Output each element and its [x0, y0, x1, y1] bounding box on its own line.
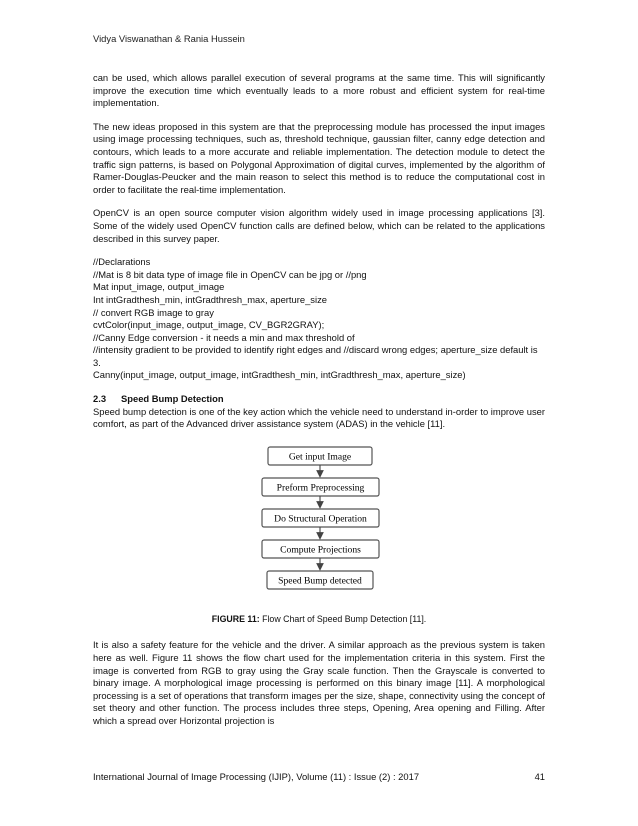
code-line: //Canny Edge conversion - it needs a min and max threshold of	[93, 331, 355, 343]
flowchart-diagram	[93, 443, 545, 603]
code-line: // convert RGB image to gray	[93, 306, 214, 318]
page-footer	[93, 771, 545, 782]
section-number: 2.3	[93, 393, 107, 405]
code-line: //Declarations	[93, 256, 151, 268]
paragraph: OpenCV is an open source computer vision algorithm widely used in image processing applications [3]. Some of the widely used OpenCV function calls are defined below, which can be related to the applications described in this survey paper.	[93, 207, 545, 244]
paragraph: can be used, which allows parallel execution of several programs at the same time. This will significantly improve the execution time which eventually leads to a more robust and efficient system for real-time implementation.	[93, 72, 545, 109]
code-line: Int intGradthesh_min, intGradthresh_max, aperture_size	[93, 293, 327, 305]
caption-text: Flow Chart of Speed Bump Detection [11].	[262, 613, 427, 624]
section-heading	[93, 393, 545, 406]
paragraph: It is also a safety feature for the vehicle and the driver. A similar approach as the previous system is taken here as well. Figure 11 shows the flow chart used for the implementation criteria in this system. First the image is converted from RGB to gray using the Gray scale function. Then the Grayscale is converted to binary image. A morphological image processing is performed on this binary image [11]. A morphological processing is a set of operations that transform images per the size, shape, connectivity using the concept of set theory and other function. The process includes three steps, Opening, Area opening and Filling. After which a spread over Horizontal projection is	[93, 639, 545, 726]
flow-step-label: Speed Bump detected	[278, 575, 362, 587]
page-number: 41	[534, 771, 545, 782]
flowchart-figure	[93, 443, 545, 603]
body-content	[93, 72, 545, 739]
code-line: Canny(input_image, output_image, intGradthesh_min, intGradthresh_max, aperture_size)	[93, 369, 466, 381]
code-line: Mat input_image, output_image	[93, 281, 225, 293]
paragraph: The new ideas proposed in this system are that the preprocessing module has processed the input images using image processing techniques, such as, threshold technique, gaussian filter, canny edge detection and contours, which leads to a more accurate and reliable implementation. The detection module to detect the traffic sign patterns, is based on Polygonal Approximation of digital curves, implemented by the algorithm of Ramer-Douglas-Peucker and the main reason to select this method is to reduce the computational cost in order to facilitate the real-time implementation.	[93, 120, 545, 195]
flow-step-label: Preform Preprocessing	[276, 482, 365, 494]
section-title: Speed Bump Detection	[121, 393, 224, 405]
flow-step-label: Get input Image	[288, 451, 352, 463]
journal-citation: International Journal of Image Processing (IJIP), Volume (11) : Issue (2) : 2017	[93, 771, 420, 782]
code-listing	[93, 256, 545, 382]
code-line: //Mat is 8 bit data type of image file in OpenCV can be jpg or //png	[93, 268, 367, 280]
code-line: cvtColor(input_image, output_image, CV_BGR2GRAY);	[93, 319, 325, 331]
figure-caption	[93, 613, 545, 626]
flow-step-label: Do Structural Operation	[274, 513, 367, 525]
flow-step-label: Compute Projections	[280, 544, 361, 556]
caption-label: FIGURE 11:	[211, 613, 260, 624]
code-line: //intensity gradient to be provided to identify right edges and //discard wrong edges; aperture_size default is 3.	[93, 344, 538, 368]
paragraph: Speed bump detection is one of the key action which the vehicle need to understand in-order to improve user comfort, as part of the Advanced driver assistance system (ADAS) in the vehicle [11].	[93, 405, 545, 430]
running-header: Vidya Viswanathan & Rania Hussein	[93, 33, 245, 44]
